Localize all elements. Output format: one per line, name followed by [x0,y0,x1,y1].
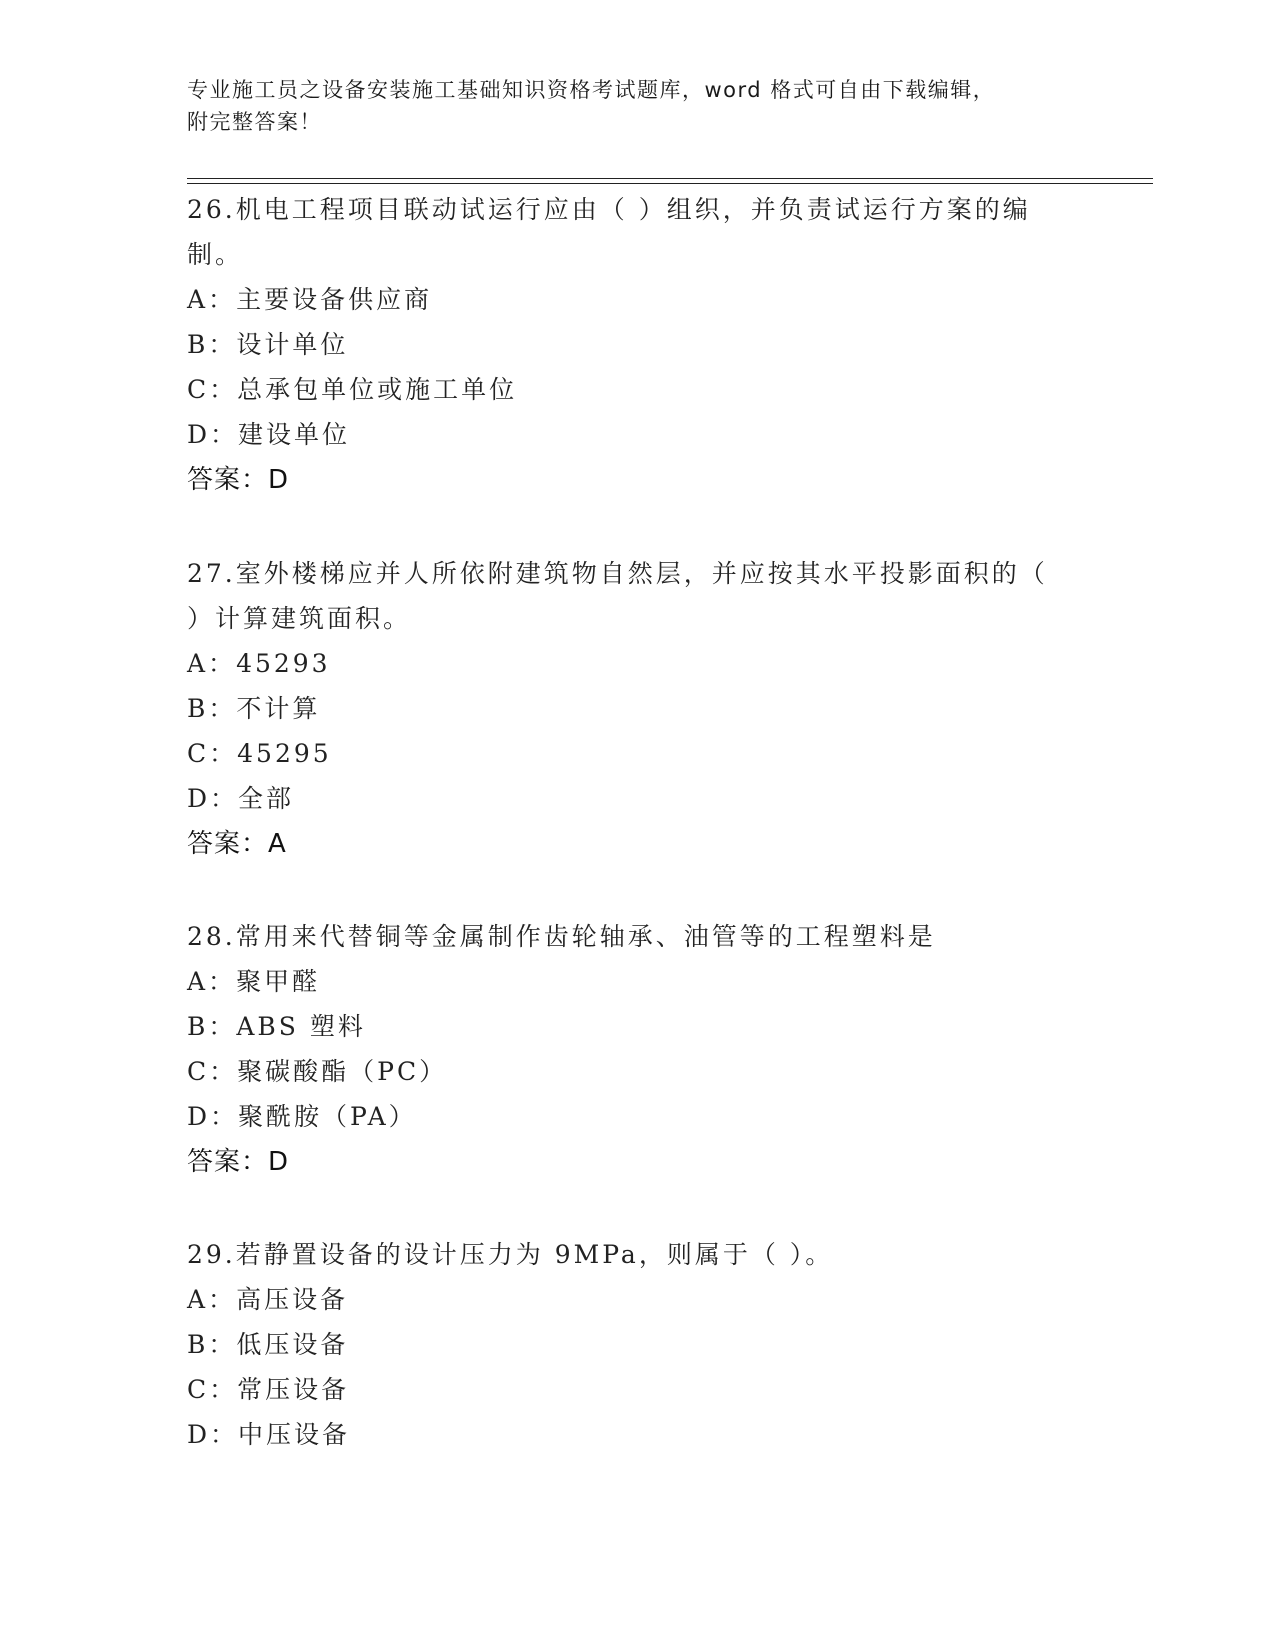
header-line-1: 专业施工员之设备安装施工基础知识资格考试题库，word 格式可自由下载编辑， [187,78,996,102]
option-text: 主要设备供应商 [236,285,433,314]
header-line-2: 附完整答案！ [187,110,322,134]
option-key: C： [187,739,238,768]
option-key: D： [187,420,239,449]
option-a [187,959,1087,1004]
header-divider-bottom [187,183,1153,184]
option-d [187,776,1087,821]
option-key: D： [187,784,239,813]
option-a [187,277,1087,322]
option-key: A： [187,285,237,314]
answer: 答案：D [187,1147,290,1177]
option-key: B： [187,330,237,359]
header-divider-top [187,178,1153,179]
document-header [187,74,1067,138]
answer: 答案：D [187,465,290,495]
option-text: 常压设备 [237,1375,350,1404]
question-stem-line-1: 28.常用来代替铜等金属制作齿轮轴承、油管等的工程塑料是 [187,922,936,951]
option-c [187,1367,1087,1412]
option-key: C： [187,375,238,404]
option-b [187,686,1087,731]
option-key: A： [187,649,237,678]
question-stem-line-2: ）计算建筑面积。 [187,604,412,633]
option-key: A： [187,1285,237,1314]
option-text: 低压设备 [236,1330,349,1359]
question-stem-line-1: 29.若静置设备的设计压力为 9MPa，则属于（ ）。 [187,1240,834,1269]
question-29 [187,1232,1087,1457]
option-b [187,1322,1087,1367]
option-text: 聚碳酸酯（PC） [237,1057,448,1086]
option-text: 中压设备 [238,1420,351,1449]
option-d [187,412,1087,457]
option-text: 45295 [237,739,332,768]
question-27 [187,551,1087,867]
option-key: C： [187,1375,238,1404]
option-text: 建设单位 [238,420,351,449]
option-text: 聚甲醛 [236,967,321,996]
option-text: 不计算 [236,694,321,723]
option-d [187,1412,1087,1457]
option-key: C： [187,1057,238,1086]
option-b [187,322,1087,367]
question-28 [187,914,1087,1185]
question-stem-line-1: 27.室外楼梯应并人所依附建筑物自然层，并应按其水平投影面积的（ [187,559,1048,588]
option-b [187,1004,1087,1049]
option-text: 设计单位 [236,330,349,359]
option-key: D： [187,1102,239,1131]
option-c [187,367,1087,412]
option-key: B： [187,694,237,723]
option-c [187,1049,1087,1094]
option-d [187,1094,1087,1139]
option-key: B： [187,1012,237,1041]
question-stem-line-1: 26.机电工程项目联动试运行应由（ ）组织，并负责试运行方案的编 [187,195,1031,224]
option-c [187,731,1087,776]
question-stem-line-2: 制。 [187,240,244,269]
option-key: D： [187,1420,239,1449]
option-text: 聚酰胺（PA） [238,1102,417,1131]
option-text: 高压设备 [236,1285,349,1314]
question-26 [187,187,1087,503]
answer: 答案：A [187,829,287,859]
option-text: 全部 [238,784,295,813]
option-text: 45293 [236,649,331,678]
option-key: B： [187,1330,237,1359]
option-a [187,1277,1087,1322]
option-text: ABS 塑料 [236,1012,366,1041]
option-text: 总承包单位或施工单位 [237,375,518,404]
option-a [187,641,1087,686]
option-key: A： [187,967,237,996]
